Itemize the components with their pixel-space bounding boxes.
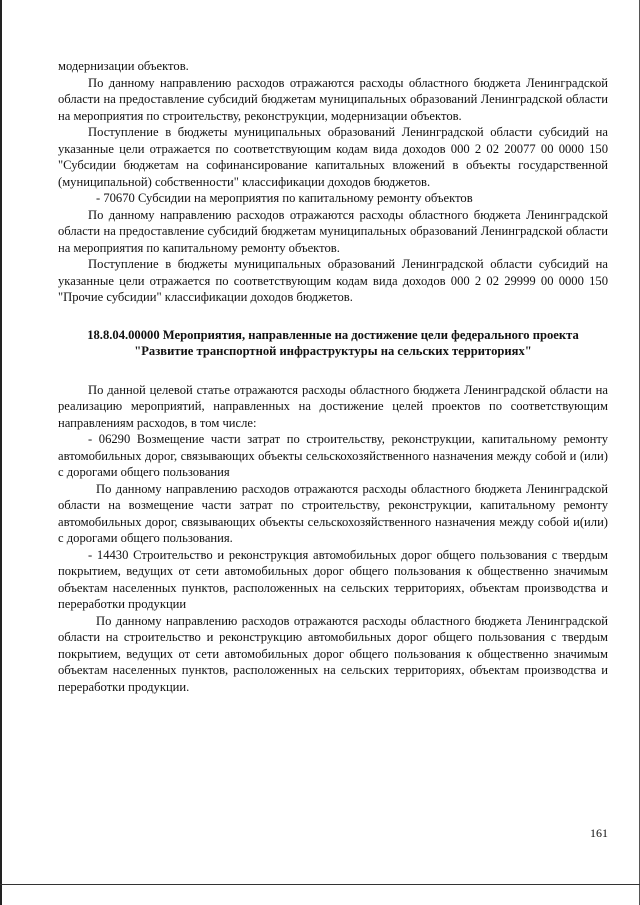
- page-number: 161: [590, 826, 608, 840]
- item-70670: - 70670 Субсидии на мероприятия по капитальному ремонту объектов: [96, 191, 473, 205]
- paragraph-target-article: По данной целевой статье отражаются расходы областного бюджета Ленинградской области на реализацию мероприятий, направленных на достижение целей проектов по соответствующим направлениям расходов, в том числе:: [58, 382, 608, 430]
- paragraph-expenses-06290: По данному направлению расходов отражаются расходы областного бюджета Ленинградской области на возмещение части затрат по строительству, реконструкции, капитальному ремонту автомобильных дорог, связывающих объекты сельскохозяйственного назначения между собой и(или) с дорогами общего пользования.: [58, 481, 608, 545]
- scan-left-edge: [0, 0, 2, 905]
- paragraph-expenses-repair: По данному направлению расходов отражаются расходы областного бюджета Ленинградской области на предоставление субсидий бюджетам муниципальных образований Ленинградской области на мероприятия по капитальному ремонту объектов.: [58, 207, 608, 255]
- section-heading: 18.8.04.00000 Мероприятия, направленные на достижение цели федерального проекта "Развитие транспортной инфраструктуры на сельских территориях": [87, 327, 579, 358]
- paragraph-expenses-14430: По данному направлению расходов отражаются расходы областного бюджета Ленинградской области на строительство и реконструкцию автомобильных дорог общего пользования с твердым покрытием, ведущих от сети автомобильных дорог общего пользования к общественно значимым объектам населенных пунктов, расположенных на сельских территориях, объектам производства и переработки продукции.: [58, 613, 608, 694]
- paragraph-revenues-construction: Поступление в бюджеты муниципальных образований Ленинградской области субсидий на указанные цели отражается по соответствующим кодам вида доходов 000 2 02 20077 00 0000 150 "Субсидии бюджетам на софинансирование капитальных вложений в объекты государственной (муниципальной) собственности" классификации доходов бюджетов.: [58, 125, 608, 189]
- paragraph-continuation: модернизации объектов.: [58, 59, 189, 73]
- document-page: [58, 58, 608, 695]
- paragraph-expenses-construction: По данному направлению расходов отражаются расходы областного бюджета Ленинградской области на предоставление субсидий бюджетам муниципальных образований Ленинградской области на мероприятия по строительству, реконструкции, модернизации объектов.: [58, 75, 608, 123]
- paragraph-revenues-repair: Поступление в бюджеты муниципальных образований Ленинградской области субсидий на указанные цели отражается по соответствующим кодам вида доходов 000 2 02 29999 00 0000 150 "Прочие субсидии" классификации доходов бюджетов.: [58, 257, 608, 304]
- scan-bottom-edge: [0, 884, 640, 885]
- item-06290: - 06290 Возмещение части затрат по строительству, реконструкции, капитальному ремонту автомобильных дорог, связывающих объекты сельскохозяйственного назначения между собой и (или) с дорогами общего пользования: [58, 432, 608, 479]
- item-14430: - 14430 Строительство и реконструкция автомобильных дорог общего пользования с твердым покрытием, ведущих от сети автомобильных дорог общего пользования к общественно значимым объектам населенных пунктов, расположенных на сельских территориях, объектам производства и переработки продукции: [58, 547, 608, 611]
